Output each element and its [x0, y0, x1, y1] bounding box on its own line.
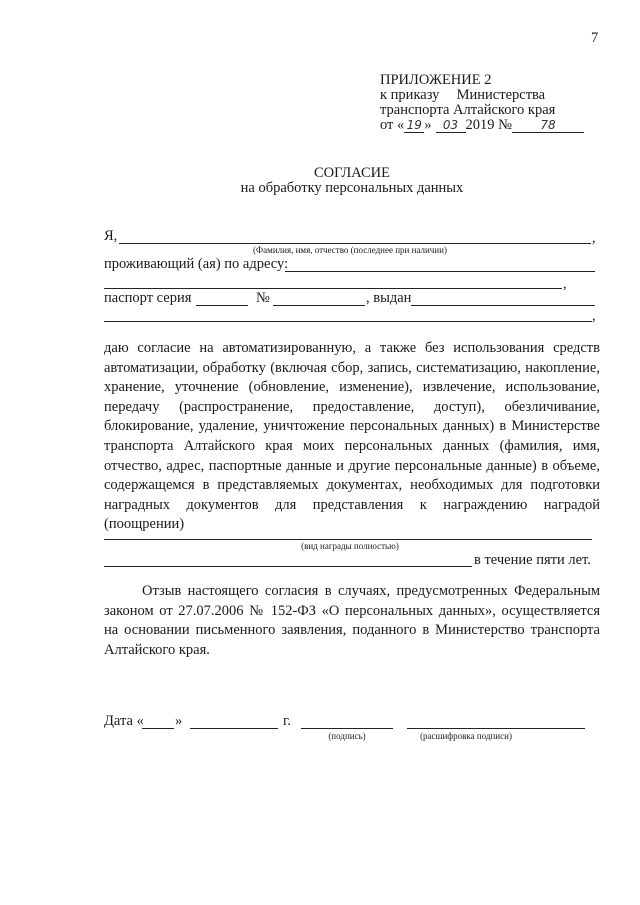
- ya-label: Я,: [104, 228, 118, 244]
- sign-day-field[interactable]: [142, 728, 174, 729]
- page-number: 7: [591, 30, 599, 46]
- address-label: проживающий (ая) по адресу:: [104, 256, 289, 272]
- consent-line: (поощрении): [104, 516, 185, 533]
- passport-issued-field[interactable]: [411, 305, 595, 306]
- address-field-line2[interactable]: [104, 288, 562, 289]
- passport-issued-line2[interactable]: [104, 321, 592, 322]
- passport-number-label: №: [256, 290, 270, 306]
- appendix-order-prefix: к приказу: [380, 87, 440, 103]
- date-mid: »: [424, 117, 432, 133]
- consent-line: автоматизации, обработку (включая сбор, запись, систематизацию, накопление,: [104, 359, 600, 376]
- revocation-line: Отзыв настоящего согласия в случаях, предусмотренных Федеральным: [142, 583, 600, 599]
- consent-line: даю согласие на автоматизированную, а также без использования средств: [104, 340, 600, 356]
- appendix-ministry: Министерства: [456, 87, 546, 103]
- passport-series-label: паспорт серия: [104, 290, 192, 306]
- sign-month-field[interactable]: [190, 728, 278, 729]
- award-field-line2[interactable]: [104, 566, 472, 567]
- award-field[interactable]: [104, 539, 592, 540]
- date-label: Дата «: [104, 713, 144, 729]
- date-month: 03: [436, 118, 466, 133]
- fio-field[interactable]: [119, 243, 591, 244]
- award-hint: (вид награды полностью): [301, 541, 399, 551]
- signature-hint: (подпись): [328, 731, 366, 741]
- consent-line: передачу (распространение, предоставление, доступ), обезличивание,: [104, 398, 600, 415]
- date-close: »: [175, 713, 183, 729]
- year-suffix: г.: [283, 713, 291, 729]
- revocation-paragraph: [104, 582, 600, 660]
- appendix-ministry-name: транспорта Алтайского края: [380, 102, 556, 118]
- date-prefix: от «: [380, 117, 405, 133]
- period-text: в течение пяти лет.: [474, 552, 591, 568]
- passport-comma: ,: [592, 308, 596, 324]
- consent-line: блокирование, удаление, уничтожение персональных данных) в Министерстве: [104, 418, 600, 435]
- order-number: 78: [512, 118, 584, 133]
- revocation-line: законом от 27.07.2006 № 152-ФЗ «О персональных данных», осуществляется: [104, 602, 600, 619]
- consent-line: хранение, уточнение (обновление, изменение), извлечение, использование,: [104, 379, 600, 396]
- revocation-line: на основании письменного заявления, поданного в Министерство транспорта: [104, 622, 600, 639]
- appendix-date-line: [380, 117, 584, 134]
- passport-issued-label: , выдан: [366, 290, 412, 306]
- signature-field[interactable]: [301, 728, 393, 729]
- revocation-line: Алтайского края.: [104, 641, 210, 658]
- document-subtitle: на обработку персональных данных: [240, 180, 464, 196]
- consent-line: содержащемся в представляемых документах, необходимых для подготовки: [104, 477, 600, 494]
- date-year: 2019 №: [465, 117, 512, 133]
- consent-line: транспорта Алтайского края моих персональных данных (фамилия, имя,: [104, 437, 600, 454]
- signature-decode-field[interactable]: [407, 728, 585, 729]
- fio-comma: ,: [592, 230, 596, 246]
- consent-line: наградных документов для представления к награждению наградой: [104, 496, 600, 513]
- consent-paragraph: [104, 339, 600, 535]
- date-day: 19: [404, 118, 424, 133]
- address-comma: ,: [563, 276, 567, 292]
- address-field[interactable]: [285, 271, 595, 272]
- appendix-title: ПРИЛОЖЕНИЕ 2: [380, 72, 492, 88]
- fio-hint: (Фамилия, имя, отчество (последнее при наличии): [253, 245, 447, 255]
- passport-number-field[interactable]: [273, 305, 365, 306]
- document-title: СОГЛАСИЕ: [313, 165, 391, 181]
- passport-series-field[interactable]: [196, 305, 248, 306]
- consent-line: отчество, адрес, паспортные данные и другие персональные данные) в объеме,: [104, 457, 600, 474]
- signature-decode-hint: (расшифровка подписи): [420, 731, 512, 741]
